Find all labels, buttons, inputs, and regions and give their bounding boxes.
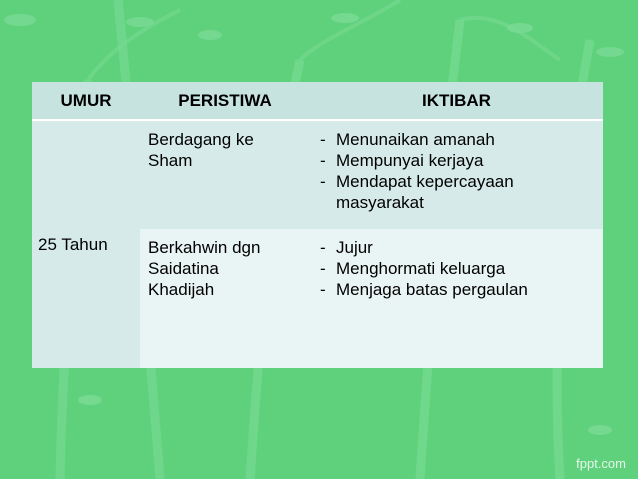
header-peristiwa: PERISTIWA xyxy=(140,82,310,120)
event-line: Khadijah xyxy=(148,280,215,299)
lesson-list xyxy=(316,129,597,213)
fppt-watermark: fppt.com xyxy=(576,456,626,471)
event-cell xyxy=(140,120,310,229)
lesson-item: - Jujur xyxy=(316,237,597,258)
header-umur: UMUR xyxy=(32,82,140,120)
lesson-cell xyxy=(310,120,603,229)
age-cell: 25 Tahun xyxy=(32,120,140,368)
lesson-list xyxy=(316,237,597,300)
table-header-row xyxy=(32,82,603,120)
lesson-item: - Mendapat kepercayaan masyarakat xyxy=(316,171,597,213)
lesson-item: - Menjaga batas pergaulan xyxy=(316,279,597,300)
event-line: Sham xyxy=(148,151,193,170)
table-row xyxy=(32,120,603,229)
event-line: Berkahwin dgn xyxy=(148,238,261,257)
lesson-item: - Menghormati keluarga xyxy=(316,258,597,279)
event-line: Saidatina xyxy=(148,259,219,278)
header-iktibar: IKTIBAR xyxy=(310,82,603,120)
lesson-item: - Menunaikan amanah xyxy=(316,129,597,150)
info-table-container xyxy=(32,82,603,368)
lesson-cell xyxy=(310,229,603,368)
info-table xyxy=(32,82,603,368)
lesson-item: - Mempunyai kerjaya xyxy=(316,150,597,171)
event-cell xyxy=(140,229,310,368)
event-line: Berdagang ke xyxy=(148,130,254,149)
